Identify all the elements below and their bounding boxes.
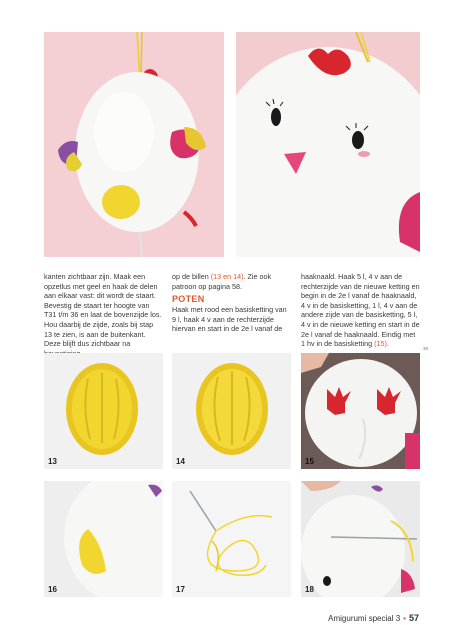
chicken-side-illustration [44,32,224,257]
page-footer [328,613,419,623]
side-marker: 39 [423,346,429,351]
photo-chicken-face [236,32,420,257]
footer-separator: • [403,614,406,623]
step-reference: (15) [374,339,387,349]
step-photo-14 [172,353,291,469]
section-heading: POTEN [172,294,205,305]
instruction-paragraph: kanten zichtbaar zijn. Maak een opzetlus met geel en haak de delen aan elkaar vast: dit wordt de staart. Bevestig de staart ter hoogte van T31 t/m 36 en laat de bovenzijde los. Hou daarbij de zijde, zoals bij stap 13 te zien, is aan de buitenkant. Deze blijft dus zichtbaar na [44,272,162,349]
sewing-feet-illustration [301,481,420,597]
step-number: 13 [48,457,57,466]
tail-attached-illustration [44,481,163,597]
text-run: . Zie ook patroon op pagina 58. [172,272,272,291]
step-reference: (13 en 14) [210,272,244,281]
step-number: 17 [176,585,185,594]
text-run: . [386,339,389,349]
magazine-title: Amigurumi special 3 [328,614,401,623]
text-run: haaknaald. Haak 5 l, 4 v aan de rechterzijde van de nieuwe ketting en begin in de 2e l vanaf de haaknaald, 4 v in de basisketting, 1 l, 4 v aan de andere zijde van de basisketting, 5 l, 4 v in de nieuwe ketting en start in de 2e l vanaf de haaknaald. Eindig met 1 hv in de basisketting [301,272,420,349]
text-column-3 [301,272,420,349]
text-column-1 [44,272,162,358]
step-photo-13 [44,353,163,469]
photo-chicken-side [44,32,224,257]
chicken-face-illustration [236,32,420,257]
yellow-tail-back-illustration [172,353,291,469]
text-run: op de billen [172,272,211,281]
instruction-paragraph [172,272,290,291]
page-number: 57 [408,613,419,623]
instruction-paragraph: Haak met rood een basisketting van 9 l, haak 4 v aan de rechterzijde hiervan en start in de 2e l vanaf de [172,305,287,334]
step-number: 15 [305,457,314,466]
step-number: 16 [48,585,57,594]
text-column-2 [172,272,290,334]
step-number: 18 [305,585,314,594]
step-photo-15 [301,353,420,469]
instruction-paragraph [301,272,420,349]
step-photo-16 [44,481,163,597]
step-photo-17 [172,481,291,597]
red-feet-illustration [301,353,420,469]
step-number: 14 [176,457,185,466]
yarn-needle-illustration [172,481,291,597]
yellow-tail-illustration [44,353,163,469]
step-photo-18 [301,481,420,597]
